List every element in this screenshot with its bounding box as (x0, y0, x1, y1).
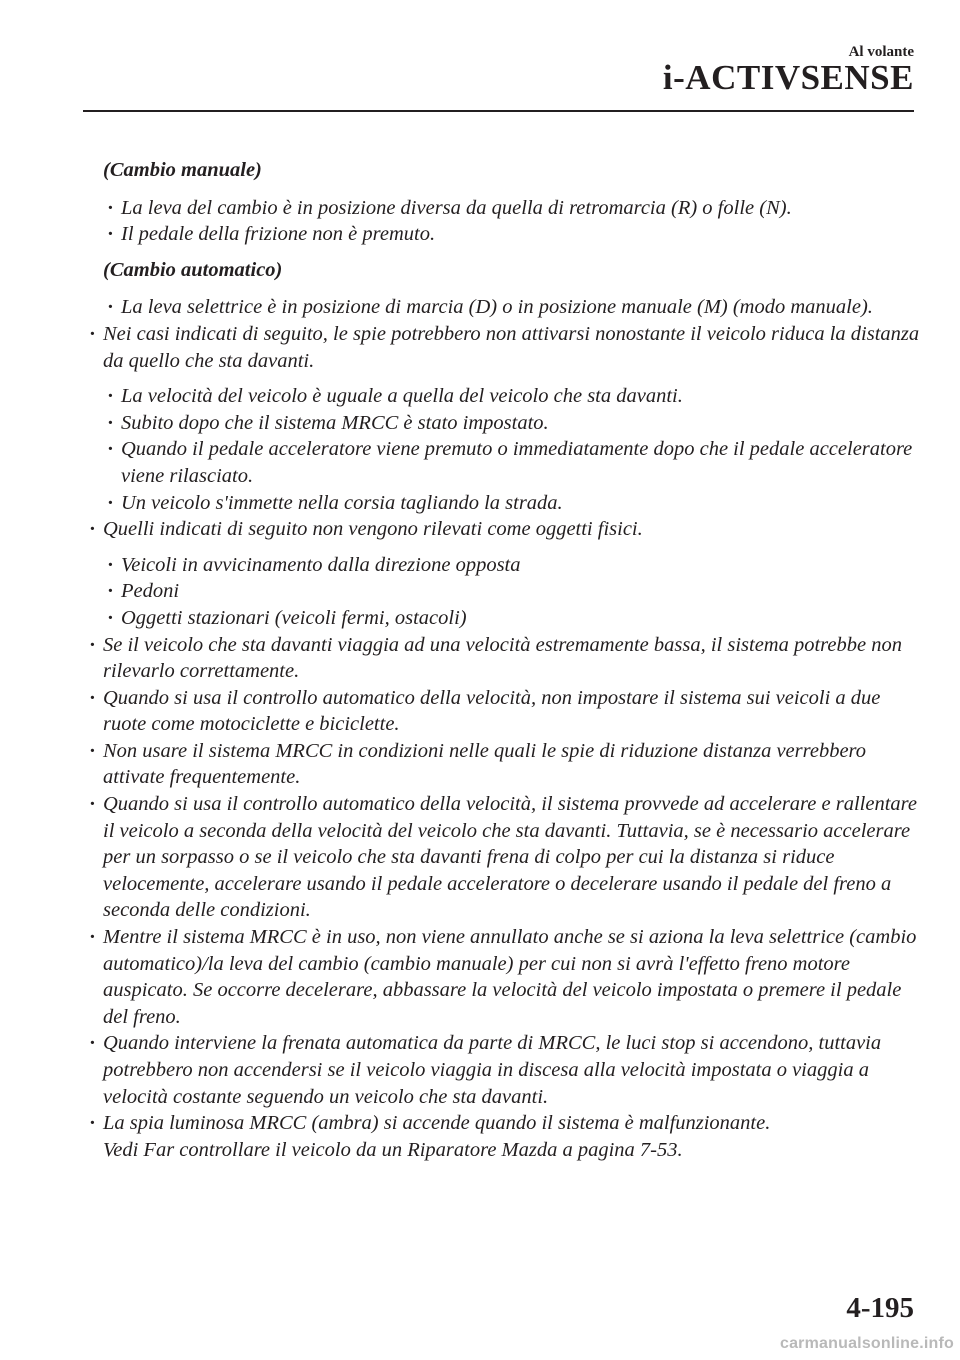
list-item: · La leva del cambio è in posizione diversa da quella di retromarcia (R) o folle (N). (88, 195, 928, 222)
undetected-objects-list (88, 552, 928, 632)
list-item: · Veicoli in avvicinamento dalla direzione opposta (88, 552, 928, 579)
list-item: · Subito dopo che il sistema MRCC è stato impostato. (88, 410, 928, 437)
manual-transmission-list (88, 195, 928, 248)
list-item: · Quando il pedale acceleratore viene premuto o immediatamente dopo che il pedale acceleratore viene rilasciato. (88, 436, 928, 489)
list-item: · La velocità del veicolo è uguale a quella del veicolo che sta davanti. (88, 383, 928, 410)
note-item (88, 321, 928, 516)
watermark-text: carmanualsonline.info (779, 1335, 954, 1352)
note-item (88, 516, 928, 631)
note-text: Nei casi indicati di seguito, le spie potrebbero non attivarsi nonostante il veicolo riduca la distanza da quello che sta davanti. (103, 322, 920, 372)
list-item: · Pedoni (88, 578, 928, 605)
section-title: Al volante (848, 44, 914, 60)
list-item: · Un veicolo s'immette nella corsia tagliando la strada. (88, 490, 928, 517)
note-item: · Se il veicolo che sta davanti viaggia ad una velocità estremamente bassa, il sistema potrebbe non rilevarlo correttamente. (88, 632, 928, 685)
automatic-transmission-heading: (Cambio automatico) (103, 258, 283, 281)
warning-exceptions-list (88, 383, 928, 516)
manual-transmission-heading: (Cambio manuale) (103, 159, 262, 181)
page-number: 4-195 (846, 1292, 914, 1324)
note-item: · Quando interviene la frenata automatica da parte di MRCC, le luci stop si accendono, tuttavia potrebbero non accendersi se il veicolo viaggia in discesa alla velocità impostata o viaggia a velocità costante seguendo un veicolo che sta davanti. (88, 1030, 928, 1110)
note-text: Quelli indicati di seguito non vengono rilevati come oggetti fisici. (103, 518, 643, 541)
note-item (88, 1110, 928, 1163)
list-item: · La leva selettrice è in posizione di marcia (D) o in posizione manuale (M) (modo manuale). (88, 294, 928, 321)
page-reference: Vedi Far controllare il veicolo da un Riparatore Mazda a pagina 7-53. (103, 1138, 683, 1161)
header-divider (83, 110, 914, 112)
list-item: · Oggetti stazionari (veicoli fermi, ostacoli) (88, 605, 928, 632)
note-item: · Mentre il sistema MRCC è in uso, non viene annullato anche se si aziona la leva selettrice (cambio automatico)/la leva del cambio (cambio manuale) per cui non si avrà l'effetto freno motore auspicato. Se occorre decelerare, abbassare la velocità del veicolo impostata o premere il pedale del freno. (88, 924, 928, 1030)
note-item: · Non usare il sistema MRCC in condizioni nelle quali le spie di riduzione distanza verrebbero attivate frequentemente. (88, 738, 928, 791)
note-text: · La spia luminosa MRCC (ambra) si accende quando il sistema è malfunzionante. (103, 1112, 771, 1135)
notes-list (88, 321, 928, 1163)
note-item: · Quando si usa il controllo automatico della velocità, il sistema provvede ad accelerare e rallentare il veicolo a seconda della velocità del veicolo che sta davanti. Tuttavia, se è necessario accelerare per un sorpasso o se il veicolo che sta davanti frena di colpo per cui la distanza si riduce velocemente, accelerare usando il pedale acceleratore o decelerare usando il pedale del freno a seconda delle condizioni. (88, 791, 928, 924)
list-item: · Il pedale della frizione non è premuto. (88, 221, 928, 248)
note-item: · Quando si usa il controllo automatico della velocità, non impostare il sistema sui veicoli a due ruote come motociclette e biciclette. (88, 685, 928, 738)
page-content (88, 157, 928, 1163)
chapter-title: i-ACTIVSENSE (662, 58, 914, 97)
automatic-transmission-list (88, 294, 928, 321)
